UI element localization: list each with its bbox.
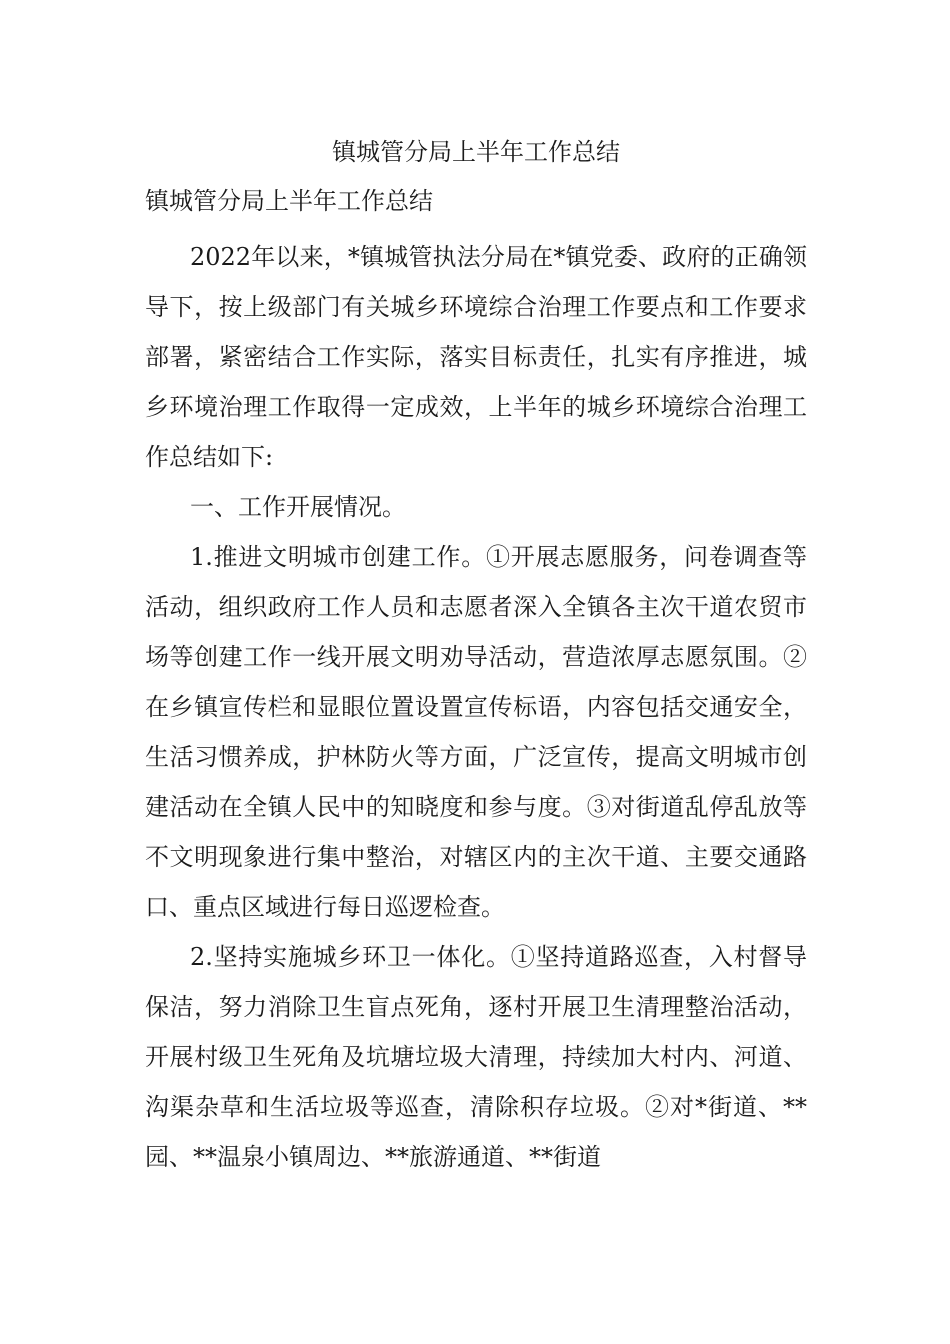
section-heading: 一、工作开展情况。: [190, 493, 406, 521]
item-1-paragraph: 1.推进文明城市创建工作。①开展志愿服务，问卷调查等活动，组织政府工作人员和志愿者深入全镇各主次干道农贸市场等创建工作一线开展文明劝导活动，营造浓厚志愿氛围。②在乡镇宣传栏和显眼位置设置宣传标语，内容包括交通安全，生活习惯养成，护林防火等方面，广泛宣传，提高文明城市创建活动在全镇人民中的知晓度和参与度。③对街道乱停乱放等不文明现象进行集中整治，对辖区内的主次干道、主要交通路口、重点区域进行每日巡逻检查。: [145, 543, 807, 921]
document-body: [145, 232, 807, 1182]
document-subtitle: 镇城管分局上半年工作总结: [145, 187, 433, 215]
item-2-paragraph: 2.坚持实施城乡环卫一体化。①坚持道路巡查，入村督导保洁，努力消除卫生盲点死角，逐村开展卫生清理整治活动，开展村级卫生死角及坑塘垃圾大清理，持续加大村内、河道、沟渠杂草和生活垃圾等巡查，清除积存垃圾。②对*街道、**园、**温泉小镇周边、**旅游通道、**街道: [145, 943, 807, 1171]
intro-paragraph: 2022年以来，*镇城管执法分局在*镇党委、政府的正确领导下，按上级部门有关城乡环境综合治理工作要点和工作要求部署，紧密结合工作实际，落实目标责任，扎实有序推进，城乡环境治理工作取得一定成效，上半年的城乡环境综合治理工作总结如下:: [145, 243, 807, 471]
document-title: 镇城管分局上半年工作总结: [332, 138, 620, 166]
